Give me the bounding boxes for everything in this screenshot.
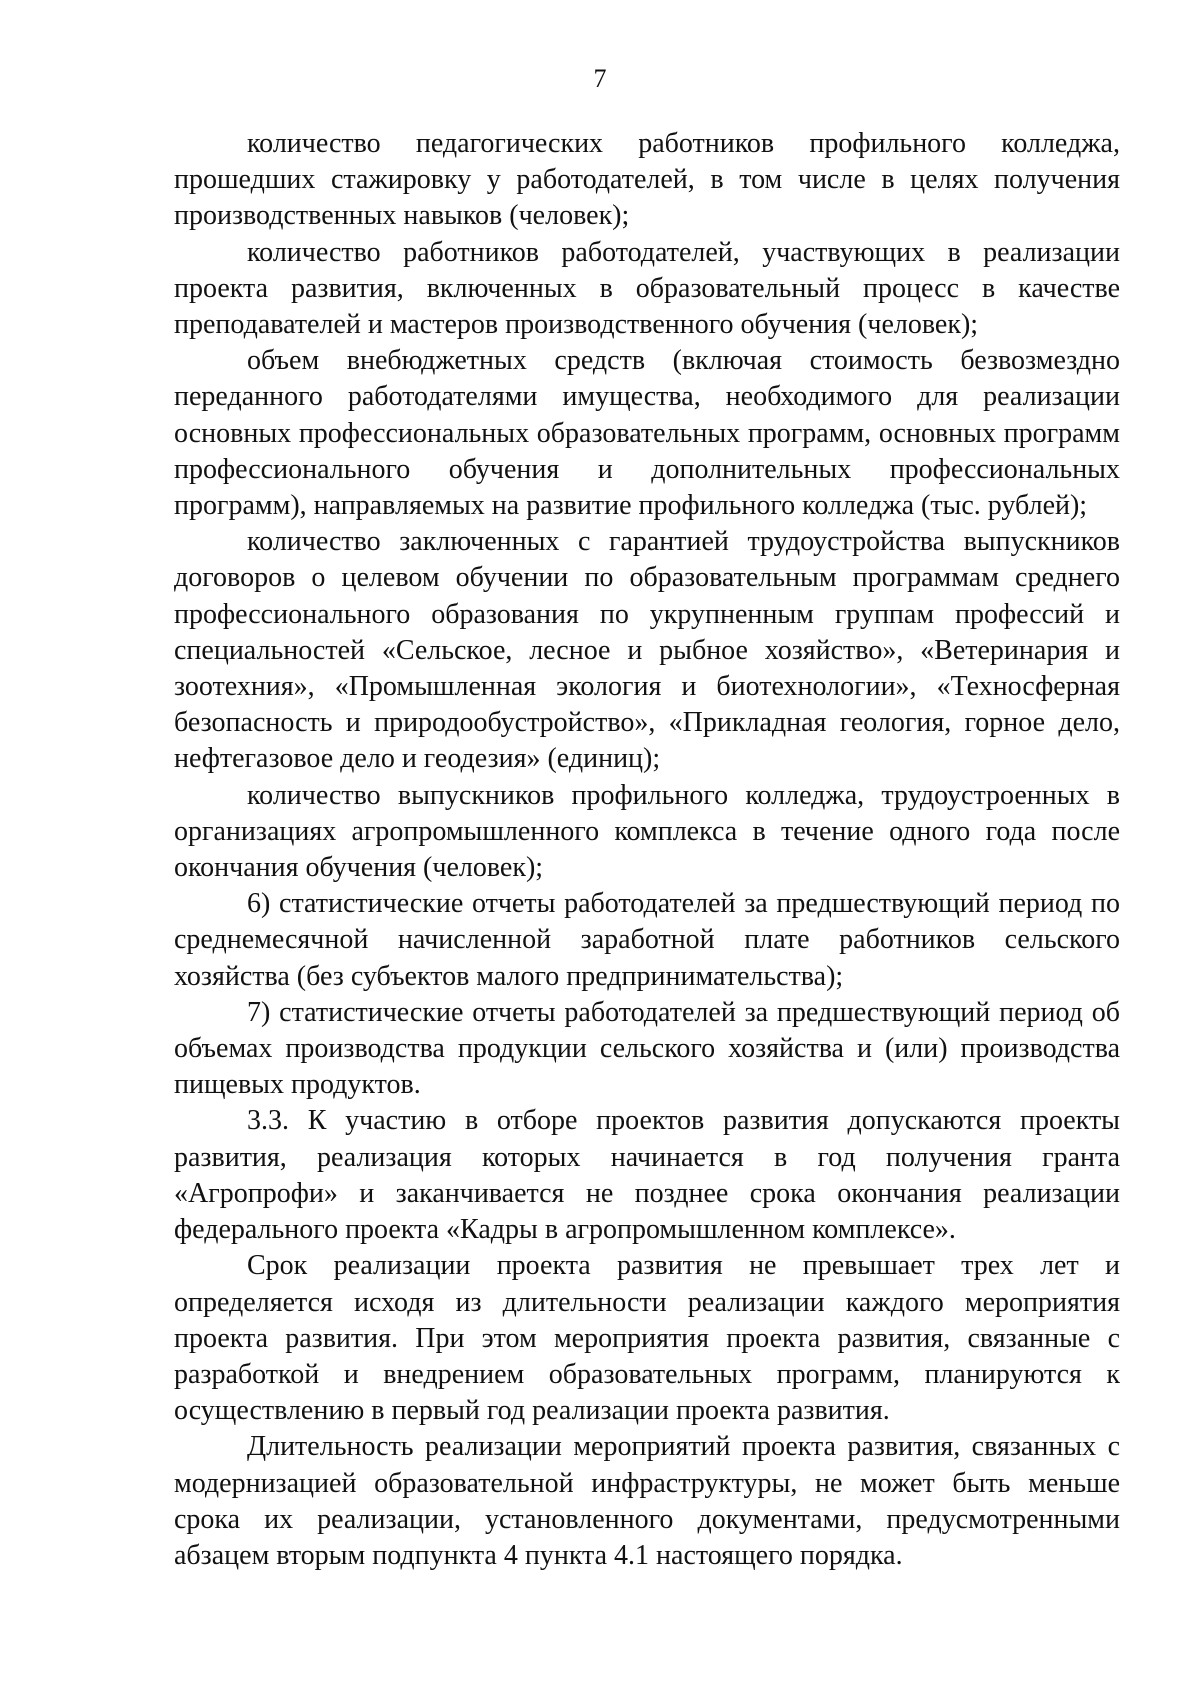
- paragraph-item-6: 6) статистические отчеты работодателей за предшествующий период по среднемесячной начисленной заработной плате работников сельского хозяйства (без субъектов малого предпринимательства);: [174, 888, 1120, 992]
- paragraph-item-7: 7) статистические отчеты работодателей за предшествующий период об объемах производства продукции сельского хозяйства и (или) производства пищевых продуктов.: [174, 996, 1120, 1101]
- paragraph-project-term: Срок реализации проекта развития не превышает трех лет и определяется исходя из длительности реализации каждого мероприятия проекта развития. При этом мероприятия проекта развития, связанные с разработкой и внедрением образовательных программ, планируются к осуществлению в первый год реализации проекта развития.: [174, 1250, 1120, 1427]
- paragraph-section-3-3: 3.3. К участию в отборе проектов развития допускаются проекты развития, реализация которых начинается в год получения гранта «Агропрофи» и заканчивается не позднее срока окончания реализации федерального проекта «Кадры в агропромышленном комплексе».: [174, 1105, 1120, 1246]
- page-number: 7: [593, 64, 607, 93]
- paragraph-extrabudgetary-funds: объем внебюджетных средств (включая стоимость безвозмездно переданного работодателями имущества, необходимого для реализации основных профессиональных образовательных программ, основных программ профессионального обучения и дополнительных профессиональных программ), направляемых на развитие профильного колледжа (тыс. рублей);: [174, 345, 1120, 522]
- paragraph-target-training-contracts: количество заключенных с гарантией трудоустройства выпускников договоров о целевом обучении по образовательным программам среднего профессионального образования по укрупненным группам профессий и специальностей «Сельское, лесное и рыбное хозяйство», «Ветеринария и зоотехния», «Промышленная экология и биотехнологии», «Техносферная безопасность и природообустройство», «Прикладная геология, горное дело, нефтегазовое дело и геодезия» (единиц);: [174, 526, 1120, 775]
- document-body: [174, 126, 1120, 1574]
- paragraph-teachers-internship: количество педагогических работников профильного колледжа, прошедших стажировку у работодателей, в том числе в целях получения производственных навыков (человек);: [174, 128, 1120, 232]
- paragraph-employer-staff: количество работников работодателей, участвующих в реализации проекта развития, включенных в образовательный процесс в качестве преподавателей и мастеров производственного обучения (человек);: [174, 236, 1120, 341]
- paragraph-graduates-employed: количество выпускников профильного колледжа, трудоустроенных в организациях агропромышленного комплекса в течение одного года после окончания обучения (человек);: [174, 779, 1120, 884]
- paragraph-modernization-duration: Длительность реализации мероприятий проекта развития, связанных с модернизацией образовательной инфраструктуры, не может быть меньше срока их реализации, установленного документами, предусмотренными абзацем вторым подпункта 4 пункта 4.1 настоящего порядка.: [174, 1431, 1120, 1571]
